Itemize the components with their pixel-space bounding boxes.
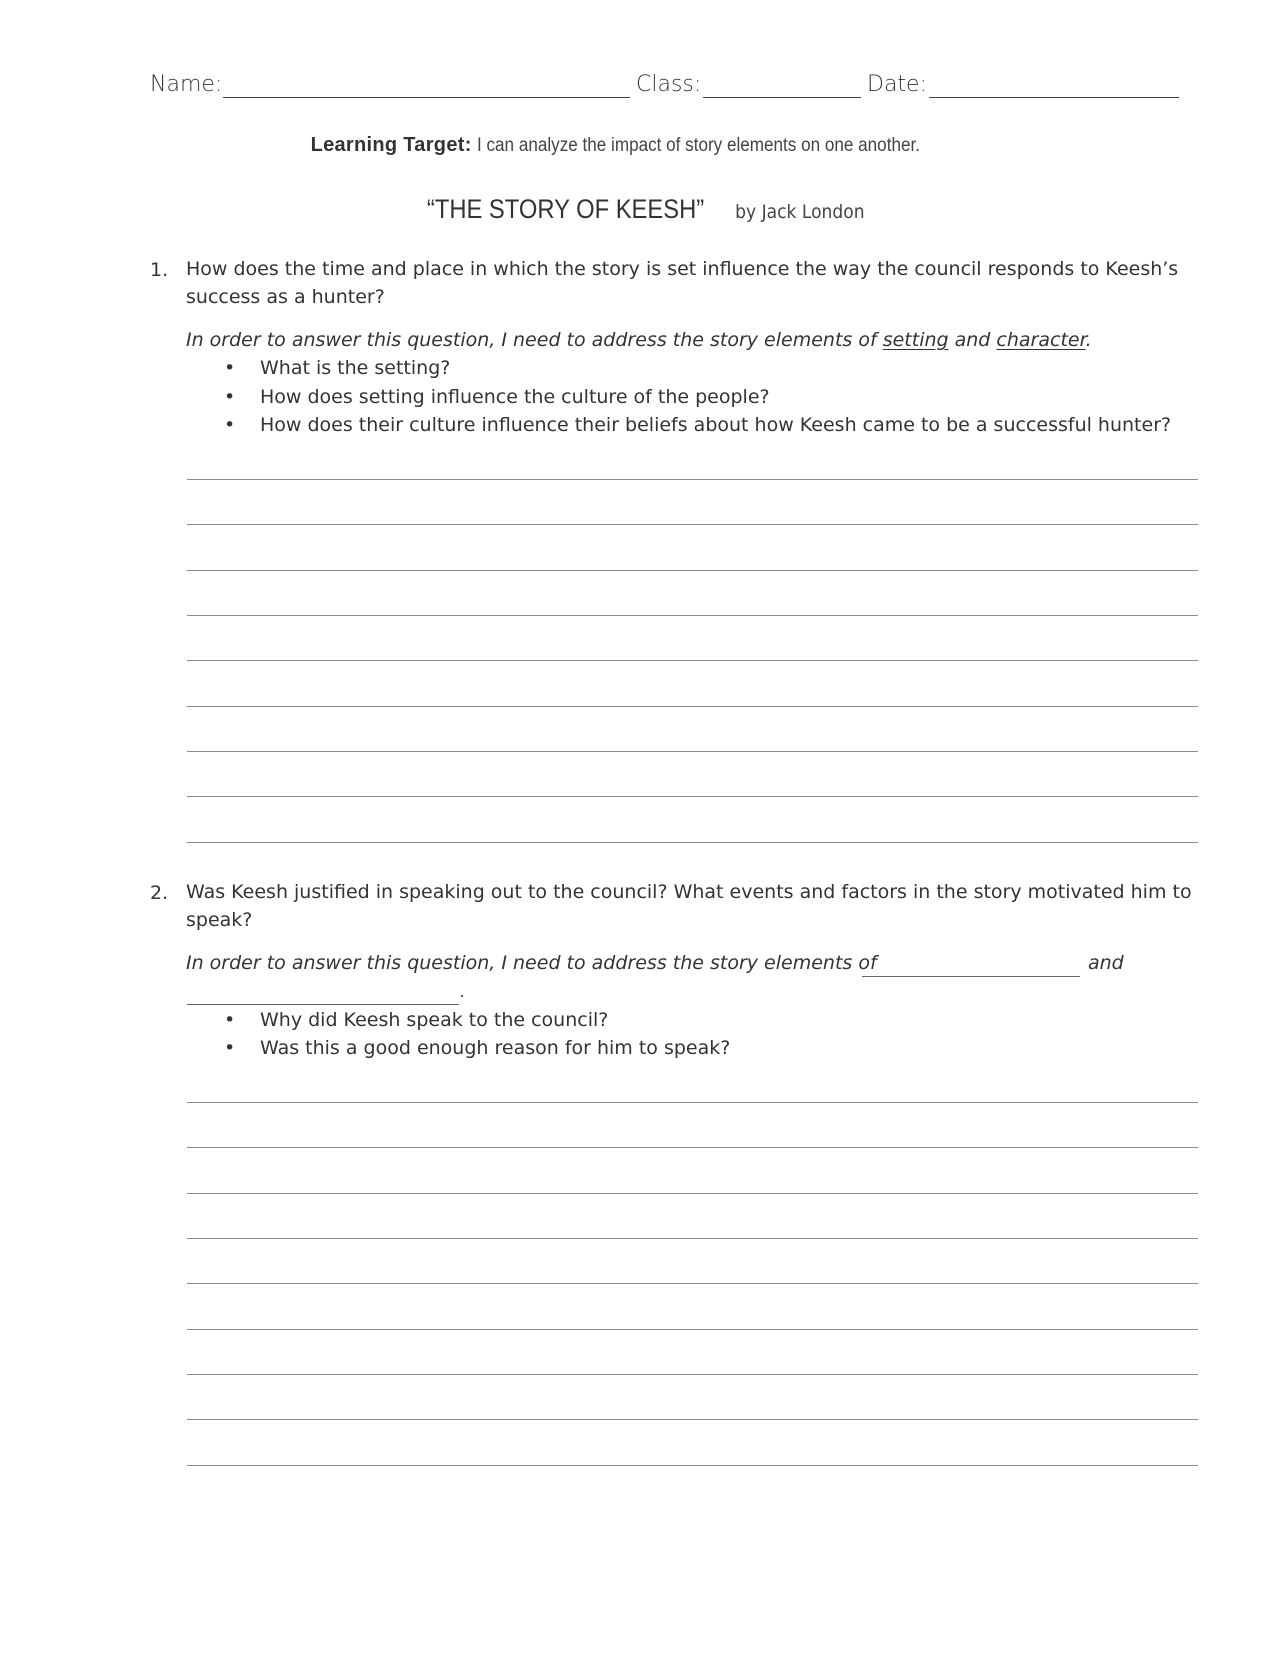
instruction-and: and [954, 329, 991, 351]
question-1-text [186, 255, 1196, 311]
question-2-bullet-2: • Was this a good enough reason for him to speak? [224, 1037, 731, 1059]
question-1-instruction [186, 329, 1092, 351]
question-1-number: 1. [150, 259, 169, 281]
learning-target-text: I can analyze the impact of story elements on one another. [477, 135, 921, 156]
answer-line[interactable] [187, 1465, 1198, 1466]
answer-line[interactable] [187, 1283, 1198, 1284]
answer-line[interactable] [187, 1193, 1198, 1194]
answer-line[interactable] [187, 751, 1198, 752]
name-field[interactable] [223, 97, 630, 98]
question-2-line-2: speak? [186, 909, 253, 931]
question-2-instruction [186, 952, 877, 974]
question-1-line-1: How does the time and place in which the story is set influence the way the council responds to Keesh’s [186, 258, 1179, 280]
date-field[interactable] [929, 97, 1179, 98]
instruction-period: . [1085, 329, 1092, 351]
question-1-bullet-1: • What is the setting? [224, 357, 451, 379]
answer-line[interactable] [187, 615, 1198, 616]
answer-line[interactable] [187, 524, 1198, 525]
instruction-period: . [460, 982, 466, 1001]
answer-line[interactable] [187, 706, 1198, 707]
answer-line[interactable] [187, 1329, 1198, 1330]
answer-line[interactable] [187, 842, 1198, 843]
question-1-bullet-2: • How does setting influence the culture of the people? [224, 386, 770, 408]
answer-line[interactable] [187, 660, 1198, 661]
answer-line[interactable] [187, 1419, 1198, 1420]
answer-line[interactable] [187, 1147, 1198, 1148]
question-2-bullet-1: • Why did Keesh speak to the council? [224, 1009, 609, 1031]
story-element-setting: setting [882, 329, 949, 351]
instruction-prefix: In order to answer this question, I need to address the story elements of [186, 329, 877, 351]
answer-line[interactable] [187, 479, 1198, 480]
answer-line[interactable] [187, 1102, 1198, 1103]
question-1-line-2: success as a hunter? [186, 286, 385, 308]
date-label: Date: [867, 72, 927, 97]
name-label: Name: [150, 72, 223, 97]
instruction-prefix: In order to answer this question, I need to address the story elements of [186, 952, 877, 974]
answer-line[interactable] [187, 1238, 1198, 1239]
question-2-number: 2. [150, 882, 169, 904]
class-label: Class: [636, 72, 702, 97]
story-element-blank-1[interactable] [862, 976, 1080, 977]
story-byline: by Jack London [735, 201, 865, 223]
answer-line[interactable] [187, 570, 1198, 571]
story-element-blank-2[interactable] [187, 1004, 459, 1005]
class-field[interactable] [703, 97, 861, 98]
question-2-line-1: Was Keesh justified in speaking out to the council? What events and factors in the story motivated him to [186, 881, 1192, 903]
learning-target-label: Learning Target: [310, 134, 472, 156]
page-title [0, 194, 1280, 225]
question-2-text [186, 878, 1196, 934]
story-title: “THE STORY OF KEESH” [426, 194, 705, 224]
learning-target [0, 134, 1280, 157]
answer-line[interactable] [187, 1374, 1198, 1375]
question-1-bullet-3: • How does their culture influence their beliefs about how Keesh came to be a successful hunter? [224, 414, 1172, 436]
answer-line[interactable] [187, 796, 1198, 797]
instruction-and: and [1088, 952, 1124, 974]
story-element-character: character [996, 329, 1086, 351]
